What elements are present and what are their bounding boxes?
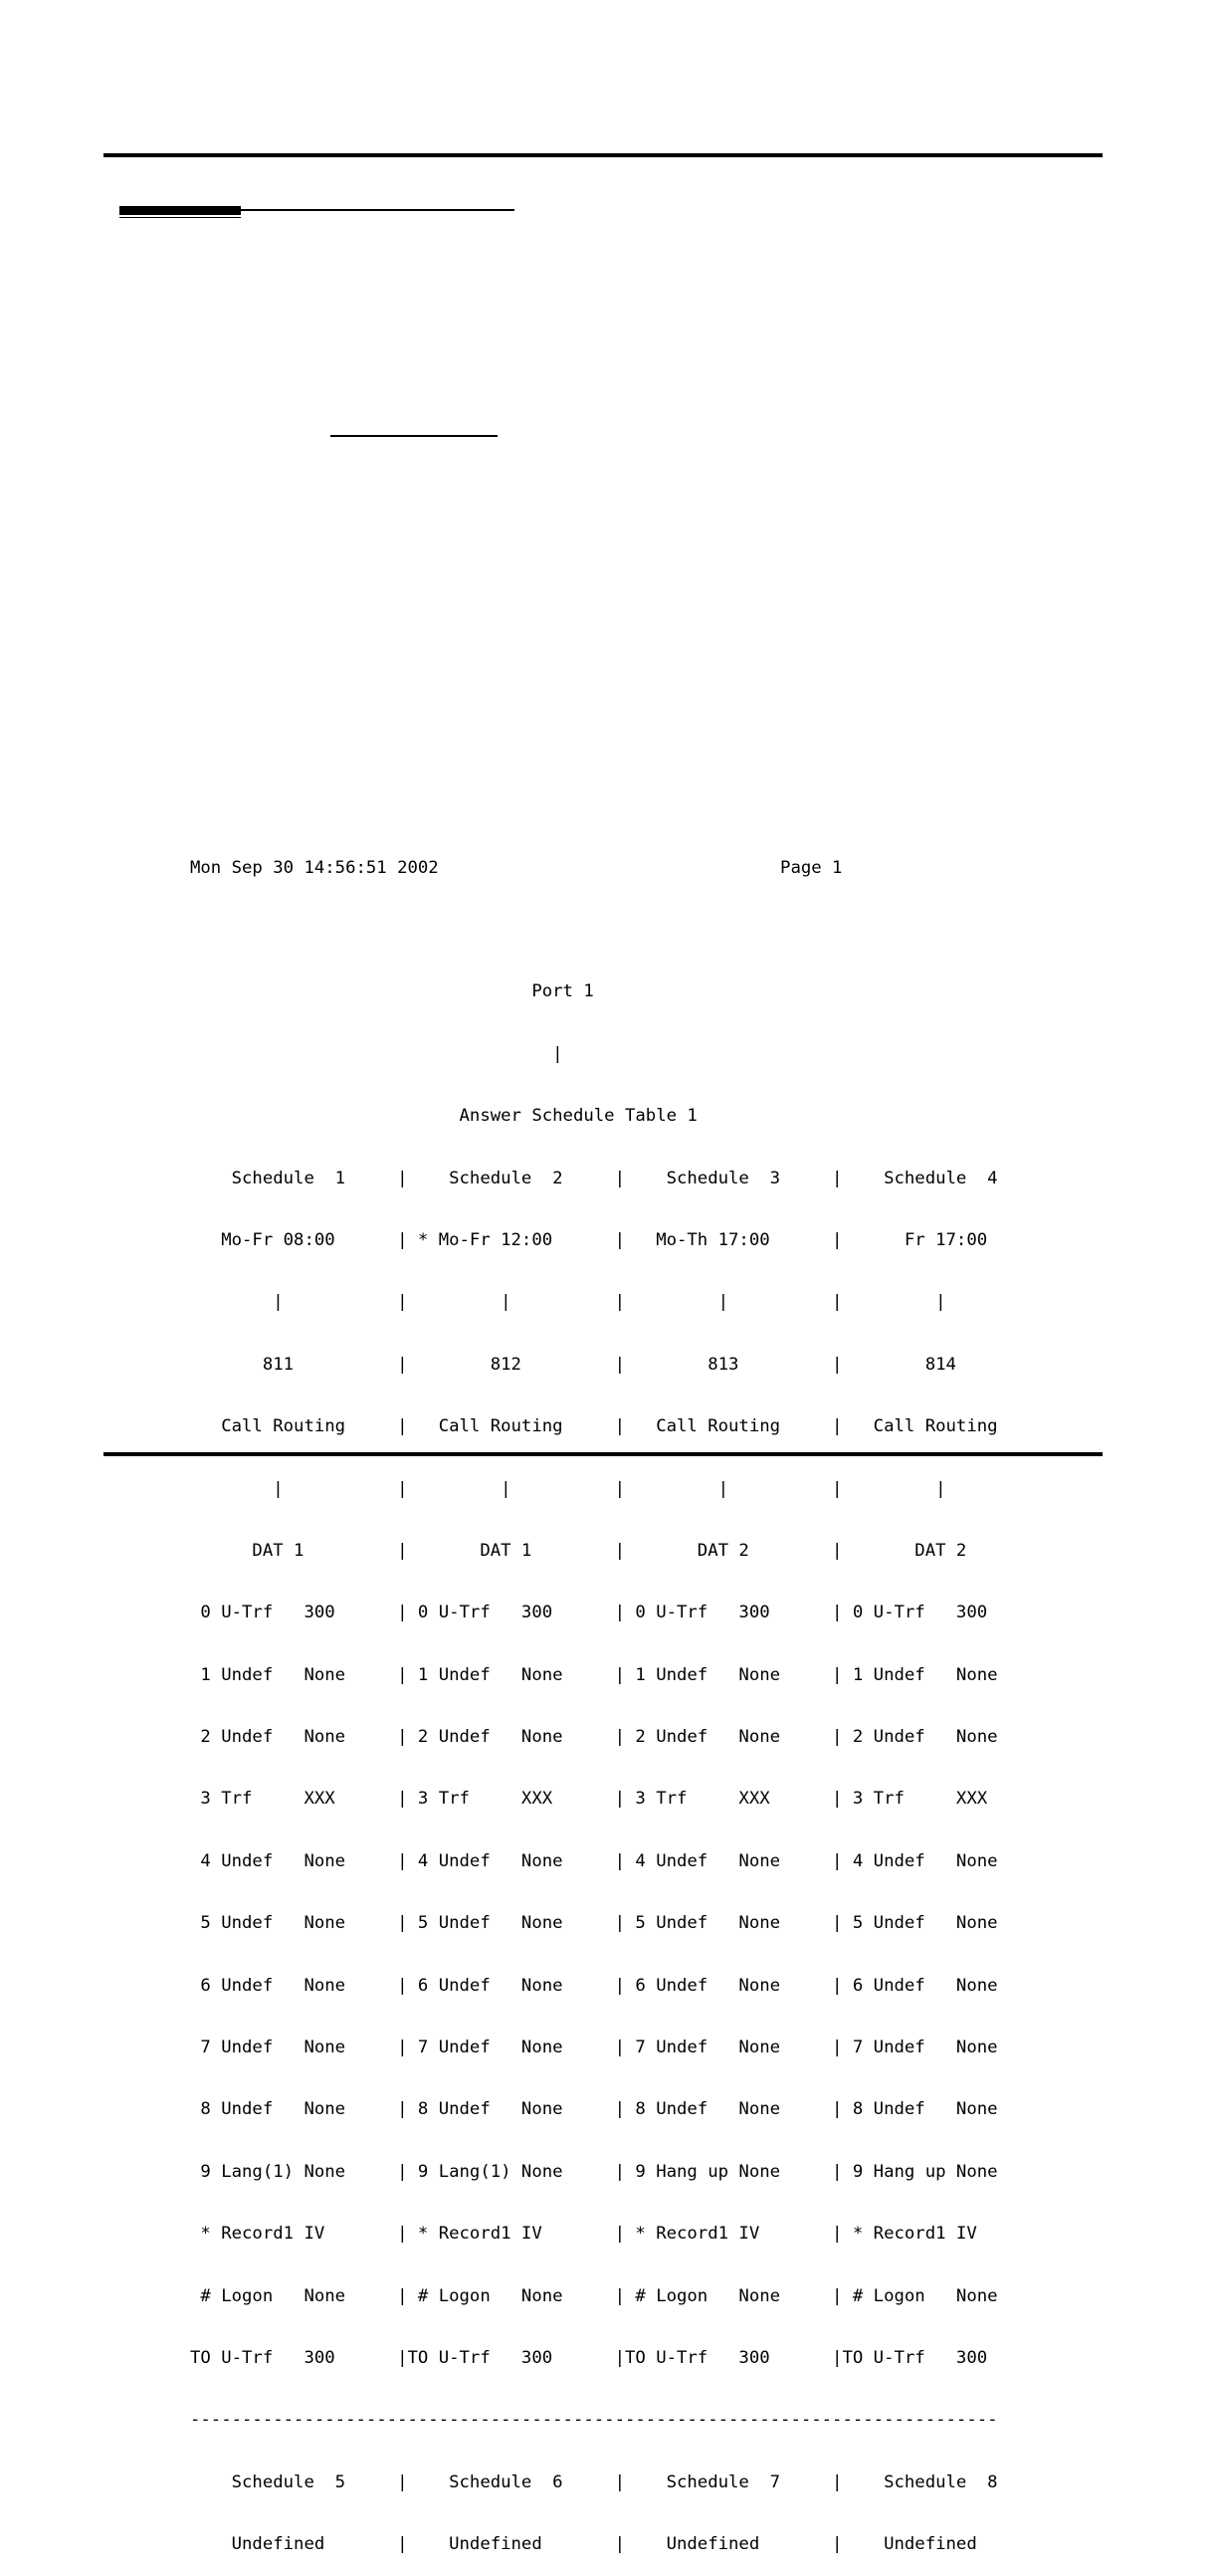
bottom-rule	[103, 1452, 1103, 1456]
report-line: Schedule 1 | Schedule 2 | Schedule 3 | Schedule 4	[190, 1168, 998, 1188]
report-line: 0 U-Trf 300 | 0 U-Trf 300 | 0 U-Trf 300 | 0 U-Trf 300	[190, 1603, 988, 1623]
report-line: Mo-Fr 08:00 | * Mo-Fr 12:00 | Mo-Th 17:00 | Fr 17:00	[190, 1229, 988, 1250]
report-line: |	[190, 1043, 563, 1064]
report-line: 3 Trf XXX | 3 Trf XXX | 3 Trf XXX | 3 Trf XXX	[190, 1789, 988, 1810]
report-line: Mon Sep 30 14:56:51 2002 Page 1	[190, 857, 843, 878]
report-line: 6 Undef None | 6 Undef None | 6 Undef None | 6 Undef None	[190, 1975, 998, 1996]
report-line	[190, 920, 998, 941]
report-line: | | | | | | |	[190, 1478, 946, 1499]
report-line: Schedule 5 | Schedule 6 | Schedule 7 | Schedule 8	[190, 2471, 998, 2492]
section-heading-rule	[241, 209, 514, 211]
report-line: * Record1 IV | * Record1 IV | * Record1 IV | * Record1 IV	[190, 2224, 977, 2245]
report-line: 8 Undef None | 8 Undef None | 8 Undef None | 8 Undef None	[190, 2099, 998, 2120]
report-line: Answer Schedule Table 1	[190, 1106, 698, 1127]
report-line: Call Routing | Call Routing | Call Routing | Call Routing	[190, 1416, 998, 1437]
report-line: 2 Undef None | 2 Undef None | 2 Undef None | 2 Undef None	[190, 1727, 998, 1748]
answer-schedule-report	[190, 816, 998, 2576]
report-line: TO U-Trf 300 |TO U-Trf 300 |TO U-Trf 300 |TO U-Trf 300	[190, 2347, 988, 2368]
subsection-rule	[330, 435, 498, 437]
report-line: | | | | | | |	[190, 1292, 946, 1313]
report-line: ------------------------------------------------------------------------------	[190, 2410, 998, 2431]
report-line: 811 | 812 | 813 | 814	[190, 1354, 956, 1375]
report-line: 7 Undef None | 7 Undef None | 7 Undef None | 7 Undef None	[190, 2038, 998, 2058]
report-line: 4 Undef None | 4 Undef None | 4 Undef None | 4 Undef None	[190, 1850, 998, 1871]
report-line: Undefined | Undefined | Undefined | Undefined	[190, 2534, 977, 2555]
top-rule	[103, 153, 1103, 157]
report-line: 1 Undef None | 1 Undef None | 1 Undef None | 1 Undef None	[190, 1664, 998, 1685]
section-heading-bar	[119, 206, 241, 215]
report-line: Port 1	[190, 981, 594, 1002]
report-line: 9 Lang(1) None | 9 Lang(1) None | 9 Hang up None | 9 Hang up None	[190, 2161, 998, 2182]
report-line: 5 Undef None | 5 Undef None | 5 Undef None | 5 Undef None	[190, 1913, 998, 1934]
report-line: # Logon None | # Logon None | # Logon None | # Logon None	[190, 2285, 998, 2306]
report-line: DAT 1 | DAT 1 | DAT 2 | DAT 2	[190, 1540, 967, 1561]
